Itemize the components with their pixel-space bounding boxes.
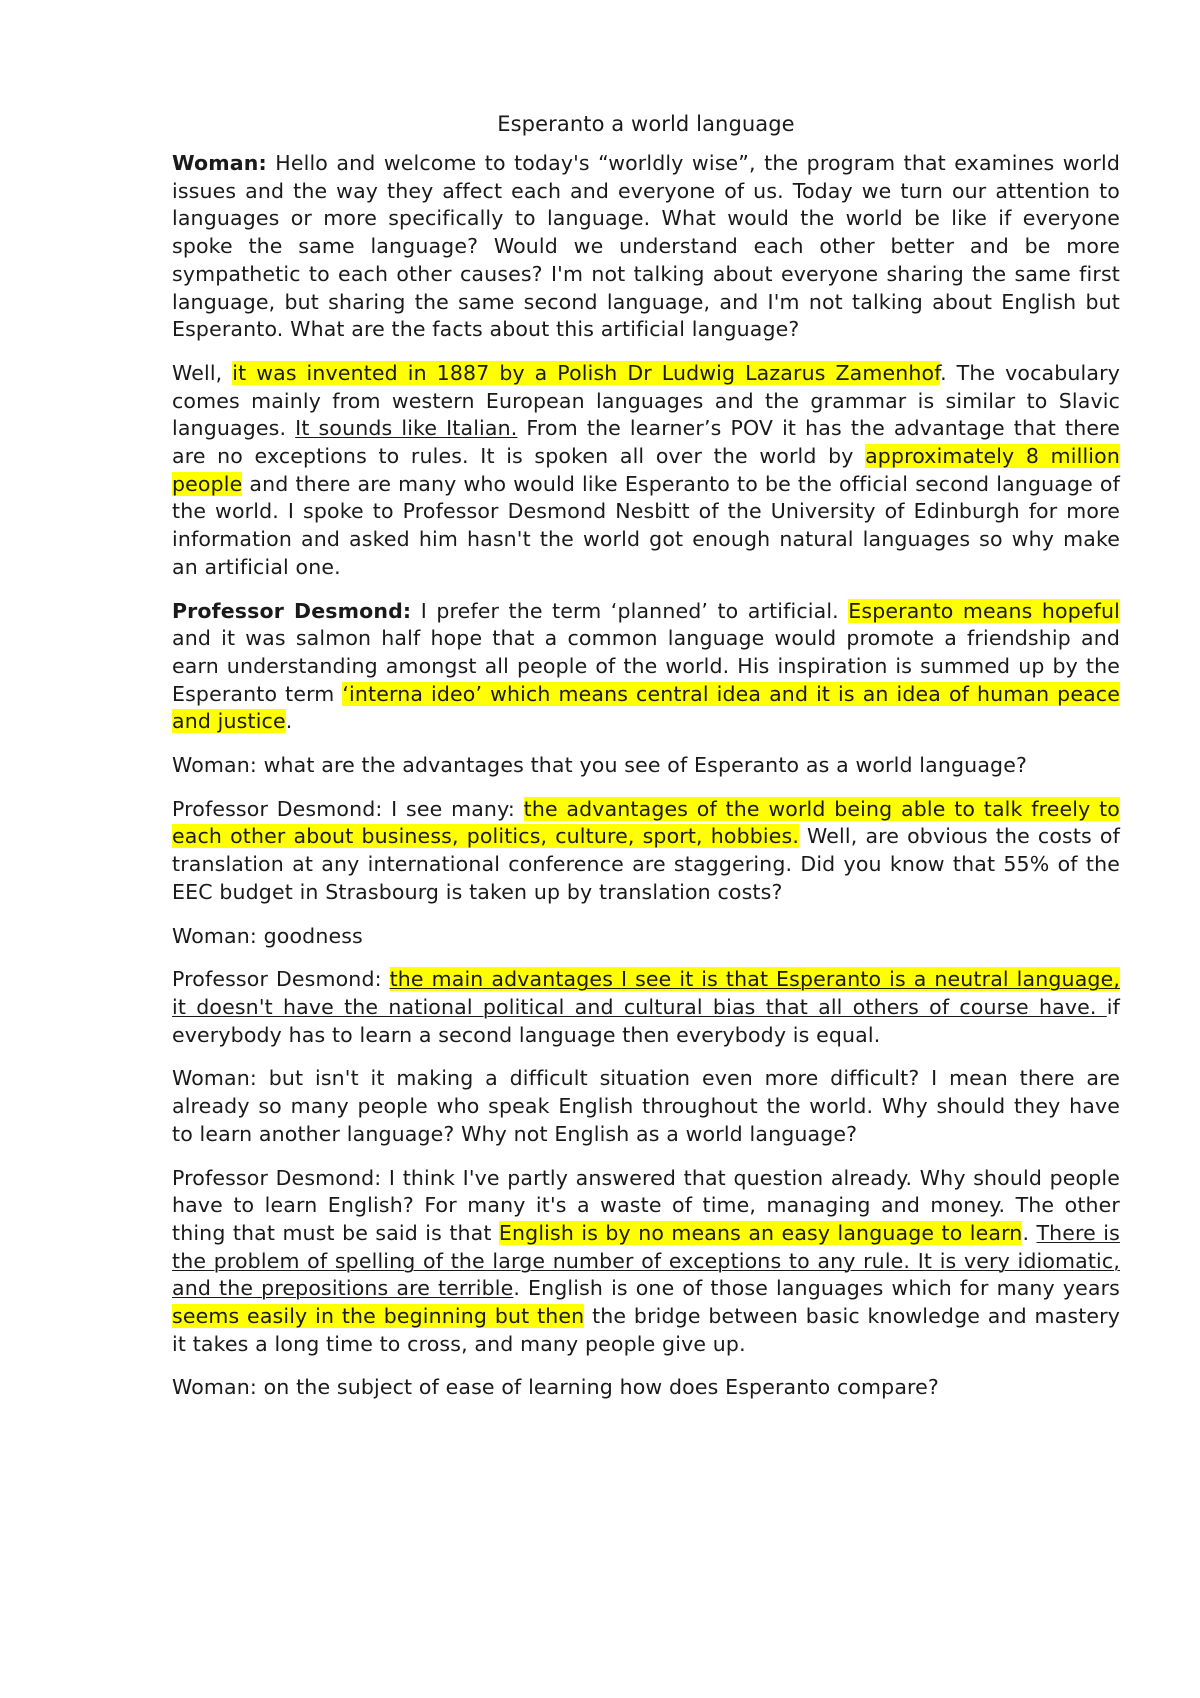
paragraph-professor-advantages	[172, 796, 1120, 907]
highlighted-text: ‘interna ideo’ which means central idea and it is an idea of human peace and justice	[172, 681, 1120, 734]
paragraph-woman-english-question: Woman: but isn't it making a difficult situation even more difficult? I mean there are already so many people who speak English throughout the world. Why should they have to learn another language? Why not English as a world language?	[172, 1066, 1120, 1146]
paragraph-esperanto-facts	[172, 360, 1120, 582]
text-run: . The vocabulary comes mainly from western European languages and the grammar is similar to Slavic languages.	[172, 360, 1120, 441]
text-run: the bridge between basic knowledge and mastery it takes a long time to cross, and many people give up.	[172, 1304, 1121, 1356]
highlighted-text: it was invented in 1887 by a Polish Dr Ludwig Lazarus Zamenhof	[232, 360, 941, 385]
document-page	[172, 110, 1120, 1418]
text-run: I prefer the term ‘planned’ to artificial.	[411, 598, 849, 623]
paragraph-professor-planned	[172, 598, 1120, 737]
paragraph-text: Hello and welcome to today's “worldly wise”, the program that examines world issues and the way they affect each and everyone of us. Today we turn our attention to languages or more specifically to language. What would the world be like if everyone spoke the same language? Would we understand each other better and be more sympathetic to each other causes? I'm not talking about everyone sharing the same first language, but sharing the same second language, and I'm not talking about English but Esperanto. What are the facts about this artificial language?	[172, 151, 1120, 342]
text-run: From the learner’s POV it has the advantage that there are no exceptions to rules. It is spoken all over the world by	[172, 416, 1120, 469]
text-run: if everybody has to learn a second language then everybody is equal.	[172, 994, 1120, 1047]
text-run: . English is one of those languages which for many years	[513, 1276, 1120, 1301]
speaker-label: Woman:	[172, 151, 267, 175]
highlighted-text: approximately 8 million people	[172, 444, 1120, 496]
speaker-label: Professor Desmond:	[172, 598, 412, 623]
text-run: .	[1022, 1220, 1037, 1245]
highlighted-text: the advantages of the world being able to talk freely to each other about business, politics, culture, sport, hobbies.	[172, 796, 1120, 849]
document-title: Esperanto a world language	[497, 112, 795, 136]
underlined-text: it doesn't have the national political and cultural bias that all others of course have.	[172, 994, 1107, 1019]
text-run: Professor Desmond: I see many:	[172, 796, 524, 821]
text-run: Professor Desmond:	[172, 967, 390, 992]
highlighted-text: English is by no means an easy language to learn	[498, 1220, 1023, 1245]
highlighted-text: Esperanto means hopeful	[848, 598, 1121, 623]
text-run: Professor Desmond: I think I've partly answered that question already. Why should people have to learn English? For many it's a waste of time, managing and money. The other thing that must be said is that	[172, 1165, 1120, 1245]
paragraph-woman-intro	[172, 150, 1120, 344]
paragraph-woman-ease-question: Woman: on the subject of ease of learning how does Esperanto compare?	[172, 1375, 939, 1400]
text-run: Well,	[172, 360, 233, 385]
underlined-text: It sounds like Italian.	[295, 416, 518, 441]
highlighted-text: seems easily in the beginning but then	[172, 1304, 585, 1329]
highlighted-underlined-text: the main advantages I see it is that Esperanto is a neutral language,	[389, 967, 1120, 992]
text-run: Well, are obvious the costs of translation at any international conference are staggering. Did you know that 55% of the EEC budget in Strasbourg is taken up by translation costs?	[172, 824, 1120, 904]
text-run: and there are many who would like Esperanto to be the official second language of the world. I spoke to Professor Desmond Nesbitt of the University of Edinburgh for more information and asked him hasn't the world got enough natural languages so why make an artificial one.	[172, 471, 1120, 579]
paragraph-professor-neutral	[172, 966, 1120, 1049]
underlined-text: There is the problem of spelling of the large number of exceptions to any rule. It is very idiomatic, and the prepositions are terrible	[172, 1220, 1120, 1301]
paragraph-professor-english	[172, 1165, 1120, 1359]
text-run: and it was salmon half hope that a common language would promote a friendship and earn understanding amongst all people of the world. His inspiration is summed up by the Esperanto term	[172, 626, 1120, 706]
paragraph-woman-goodness: Woman: goodness	[172, 923, 363, 948]
paragraph-woman-advantages-question: Woman: what are the advantages that you see of Esperanto as a world language?	[172, 753, 1027, 778]
text-run: .	[285, 709, 293, 734]
